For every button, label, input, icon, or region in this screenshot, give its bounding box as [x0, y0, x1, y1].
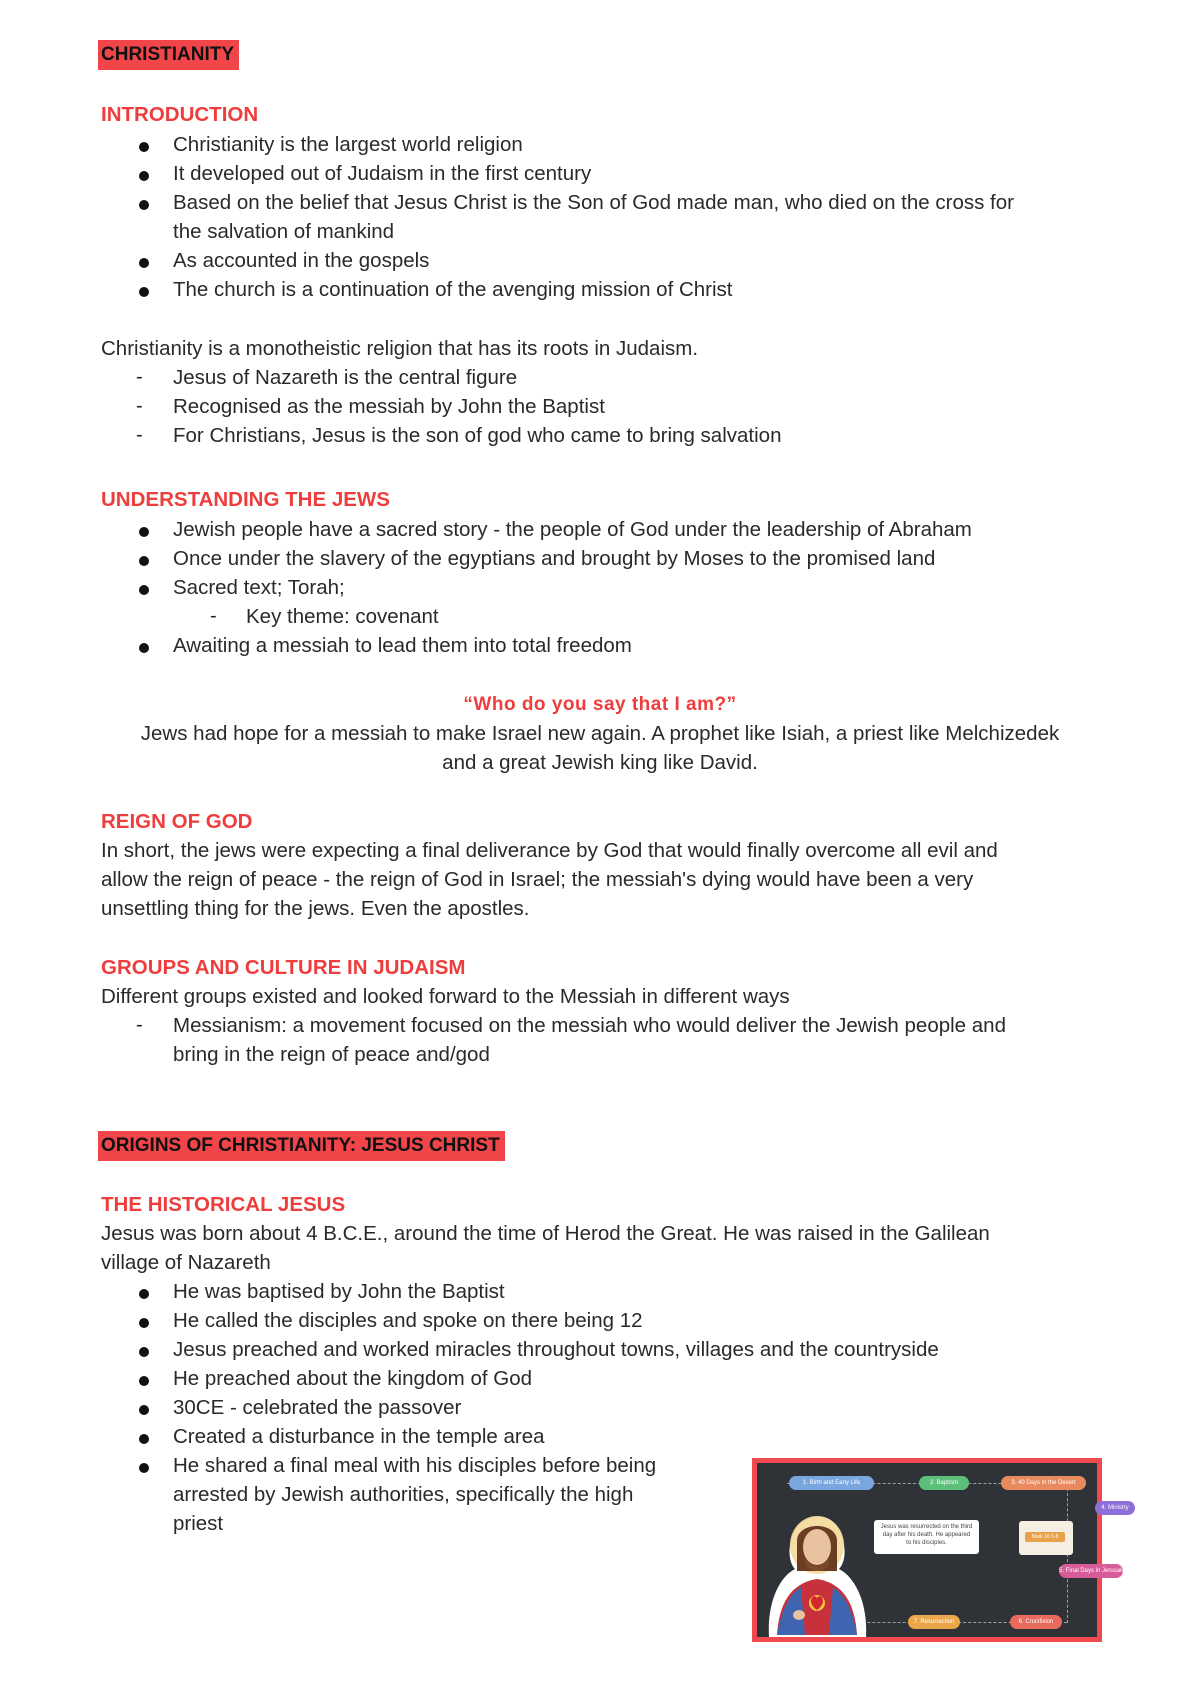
timeline-pill: 5. Final Days in Jerusalem — [1059, 1564, 1123, 1578]
bullet-dot — [139, 287, 149, 297]
jews-bullet: Jewish people have a sacred story - the people of God under the leadership of Abraham — [173, 518, 972, 541]
jews-bullet: Once under the slavery of the egyptians and brought by Moses to the promised land — [173, 547, 936, 570]
jews-sub-dash: Key theme: covenant — [246, 605, 439, 628]
sacred-heart-jesus-figure — [765, 1511, 870, 1637]
historical-jesus-line: village of Nazareth — [101, 1251, 271, 1274]
book-label: Mark 16:1-8 — [1025, 1532, 1065, 1542]
timeline-pill: 6. Crucifixion — [1010, 1615, 1062, 1629]
origins-bullet: He was baptised by John the Baptist — [173, 1280, 505, 1303]
timeline-pill: 4. Ministry — [1095, 1501, 1135, 1515]
origins-bullet: Jesus preached and worked miracles throughout towns, villages and the countryside — [173, 1338, 939, 1361]
intro-bullet: Christianity is the largest world religion — [173, 133, 523, 156]
dash-marker: - — [136, 395, 143, 417]
groups-dash-line: Messianism: a movement focused on the messiah who would deliver the Jewish people and — [173, 1014, 1006, 1037]
bullet-dot — [139, 585, 149, 595]
intro-bullet: It developed out of Judaism in the first century — [173, 162, 592, 185]
bullet-dot — [139, 171, 149, 181]
bullet-dot — [139, 1347, 149, 1357]
dash-marker: - — [136, 1014, 143, 1036]
groups-dash-line: bring in the reign of peace and/god — [173, 1043, 490, 1066]
origins-bullet: He called the disciples and spoke on there being 12 — [173, 1309, 643, 1332]
quote-text-line: and a great Jewish king like David. — [442, 751, 758, 774]
bullet-dot — [139, 258, 149, 268]
intro-bullet-continued: the salvation of mankind — [173, 220, 395, 243]
reign-line: unsettling thing for the jews. Even the apostles. — [101, 897, 530, 920]
groups-paragraph: Different groups existed and looked forward to the Messiah in different ways — [101, 985, 790, 1008]
timeline-pill: 1. Birth and Early Life — [789, 1476, 874, 1490]
historical-jesus-line: Jesus was born about 4 B.C.E., around the time of Herod the Great. He was raised in the Galilean — [101, 1222, 990, 1245]
intro-paragraph: Christianity is a monotheistic religion that has its roots in Judaism. — [101, 337, 699, 360]
intro-bullet: As accounted in the gospels — [173, 249, 430, 272]
bullet-dot — [139, 1289, 149, 1299]
origins-bullet-continued: arrested by Jewish authorities, specifically the high — [173, 1483, 634, 1506]
bullet-dot — [139, 1463, 149, 1473]
groups-heading: GROUPS AND CULTURE IN JUDAISM — [101, 956, 466, 979]
bullet-dot — [139, 643, 149, 653]
quote-heading: “Who do you say that I am?” — [463, 694, 737, 715]
bullet-dot — [139, 1318, 149, 1328]
jews-bullet: Awaiting a messiah to lead them into total freedom — [173, 634, 632, 657]
jews-bullet: Sacred text; Torah; — [173, 576, 345, 599]
bullet-dot — [139, 556, 149, 566]
intro-dash-item: For Christians, Jesus is the son of god who came to bring salvation — [173, 424, 782, 447]
origins-bullet: He shared a final meal with his disciples before being — [173, 1454, 657, 1477]
bullet-dot — [139, 1434, 149, 1444]
dash-marker: - — [210, 605, 217, 627]
reign-heading: REIGN OF GOD — [101, 810, 253, 833]
bullet-dot — [139, 1376, 149, 1386]
timeline-board — [757, 1463, 1130, 1637]
dash-marker: - — [136, 366, 143, 388]
intro-heading: INTRODUCTION — [101, 103, 259, 126]
bullet-dot — [139, 1405, 149, 1415]
reign-line: In short, the jews were expecting a final deliverance by God that would finally overcome all evil and — [101, 839, 998, 862]
bullet-dot — [139, 200, 149, 210]
origins-bullet: 30CE - celebrated the passover — [173, 1396, 462, 1419]
intro-dash-item: Jesus of Nazareth is the central figure — [173, 366, 518, 389]
origins-bullet: He preached about the kingdom of God — [173, 1367, 532, 1390]
dash-marker: - — [136, 424, 143, 446]
jesus-timeline-image — [752, 1458, 1130, 1642]
intro-bullet: Based on the belief that Jesus Christ is the Son of God made man, who died on the cross for — [173, 191, 1014, 214]
intro-dash-item: Recognised as the messiah by John the Baptist — [173, 395, 605, 418]
historical-jesus-heading: THE HISTORICAL JESUS — [101, 1193, 346, 1216]
timeline-pill: 2. Baptism — [919, 1476, 969, 1490]
timeline-pill: 3. 40 Days in the Desert — [1001, 1476, 1086, 1490]
intro-bullet: The church is a continuation of the avenging mission of Christ — [173, 278, 733, 301]
resurrection-note: Jesus was resurrected on the third day after his death. He appeared to his disciples. — [874, 1520, 979, 1554]
open-book-icon — [1019, 1521, 1073, 1555]
document-title: CHRISTIANITY — [98, 40, 239, 70]
reign-line: allow the reign of peace - the reign of God in Israel; the messiah's dying would have been a very — [101, 868, 974, 891]
origins-bullet-continued: priest — [173, 1512, 224, 1535]
bullet-dot — [139, 142, 149, 152]
bullet-dot — [139, 527, 149, 537]
timeline-pill: 7. Resurrection — [908, 1615, 960, 1629]
origins-bullet: Created a disturbance in the temple area — [173, 1425, 545, 1448]
origins-title: ORIGINS OF CHRISTIANITY: JESUS CHRIST — [98, 1131, 505, 1161]
jews-heading: UNDERSTANDING THE JEWS — [101, 488, 390, 511]
quote-text-line: Jews had hope for a messiah to make Israel new again. A prophet like Isiah, a priest like Melchizedek — [140, 722, 1060, 745]
